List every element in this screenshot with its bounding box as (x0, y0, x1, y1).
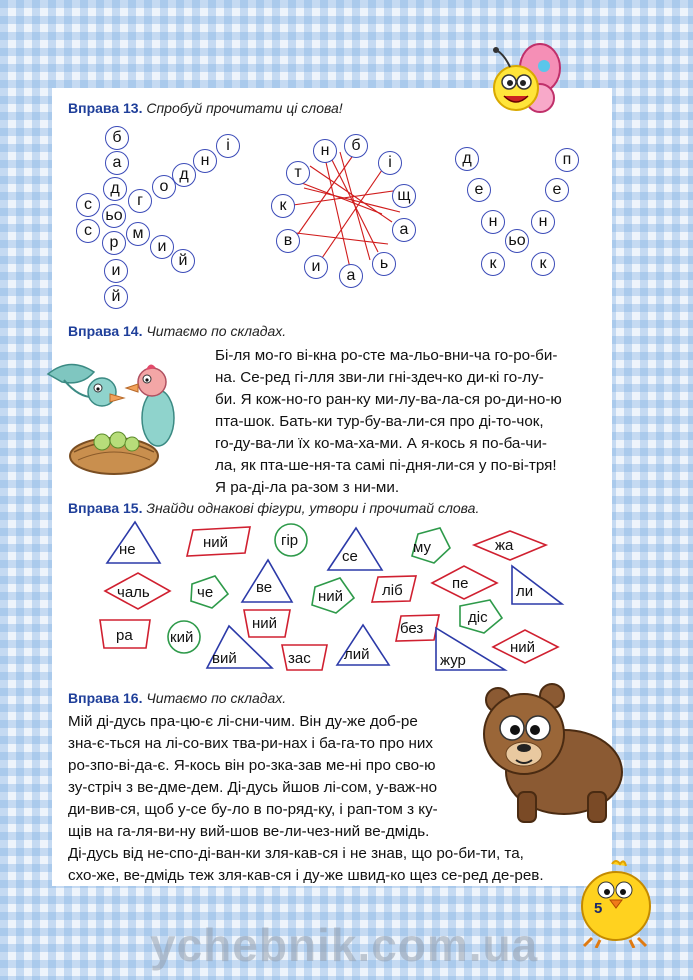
exercise-task: Спробуй прочитати ці слова! (146, 100, 343, 116)
shape-label: дic (468, 609, 488, 626)
letter-circle: и (304, 255, 328, 279)
shape-label: ве (256, 579, 273, 596)
letter-circle: а (339, 264, 363, 288)
letter-circle: м (126, 222, 150, 246)
shape-label: жур (440, 652, 466, 669)
letter-circle: й (171, 249, 195, 273)
exercise-number: Вправа 16. (68, 690, 143, 706)
shape-triangle (242, 560, 292, 602)
letter-circle: ьо (102, 204, 126, 228)
shape-parallelogram (372, 576, 416, 602)
shape-rhombus (474, 531, 546, 560)
shape-label: му (413, 539, 431, 556)
letter-circle: і (378, 151, 402, 175)
shape-rhombus (432, 566, 497, 599)
text-line: го-ду-ва-ли їх ко-ма-ха-ми. А я-кось я по-ба-чи- (215, 435, 547, 452)
letter-circle: и (104, 259, 128, 283)
letter-circle: в (276, 229, 300, 253)
chick-illustration (572, 858, 662, 948)
text-line: ро-зпо-ві-да-є. Я-кось він ро-зка-зав ме-ні про сво-ю (68, 757, 436, 774)
shape-pentagon (312, 578, 354, 613)
shape-label: вий (212, 650, 237, 667)
letter-circle: о (152, 175, 176, 199)
letter-circle: д (455, 147, 479, 171)
shape-parallelogram (396, 615, 439, 641)
text-line: Я ра-ді-ла ра-зом з ни-ми. (215, 479, 400, 496)
exercise-16-text (68, 711, 613, 887)
letter-circle: а (105, 151, 129, 175)
letter-circle: к (481, 252, 505, 276)
shape-label: ліб (382, 582, 403, 599)
shape-trapezoid (100, 620, 150, 648)
letter-circle: н (531, 210, 555, 234)
text-line: ди-вив-ся, щоб у-се бу-ло в по-ряд-ку, і рап-том з ку- (68, 801, 438, 818)
shape-triangle (436, 628, 505, 670)
exercise-task: Знайди однакові фігури, утвори і прочитай слова. (146, 500, 480, 516)
shape-label: кий (170, 629, 194, 646)
exercise-number: Вправа 14. (68, 323, 143, 339)
letter-circle: д (172, 163, 196, 187)
shape-trapezoid (244, 610, 290, 637)
shape-rhombus (493, 630, 558, 663)
shape-label: жа (495, 537, 514, 554)
exercise-number: Вправа 15. (68, 500, 143, 516)
letter-circle: ь (372, 252, 396, 276)
text-line: зна-є-ться на лі-со-вих тва-ри-нах і ба-га-то про них (68, 735, 433, 752)
text-line: ла, як пта-ше-ня-та самі пі-дня-ли-ся у по-ві-тря! (215, 457, 557, 474)
text-line: Бі-ля мо-го ві-кна ро-сте ма-льо-вни-ча го-ро-би- (215, 347, 558, 364)
letter-circle: а (392, 218, 416, 242)
shape-label: ний (318, 588, 344, 605)
shape-label: пе (452, 575, 469, 592)
exercise-task: Читаємо по складах. (146, 323, 287, 339)
shape-parallelogram (187, 527, 250, 556)
shape-label: без (400, 620, 424, 637)
letter-circle: п (555, 148, 579, 172)
shape-trapezoid (282, 645, 327, 670)
text-line: би. Я кож-но-го ран-ку ми-лу-ва-ла-ся ро-ди-но-ю (215, 391, 562, 408)
letter-circle: г (128, 189, 152, 213)
shape-pentagon (460, 600, 502, 633)
shape-triangle (337, 625, 389, 665)
letter-circle: к (271, 194, 295, 218)
exercise-task: Читаємо по складах. (146, 690, 287, 706)
letter-circle: е (545, 178, 569, 202)
letter-circle: т (286, 161, 310, 185)
shape-label: ра (116, 627, 133, 644)
letter-circle: и (150, 235, 174, 259)
text-line: Мій ді-дусь пра-цю-є лі-сни-чим. Він ду-же доб-ре (68, 713, 418, 730)
letter-circle: р (102, 231, 126, 255)
letter-circle: е (467, 178, 491, 202)
shape-label: че (197, 584, 214, 601)
shape-rhombus (105, 573, 170, 609)
letter-circle: і (216, 134, 240, 158)
letter-circle: щ (392, 184, 416, 208)
shape-label: ний (252, 615, 278, 632)
shape-label: не (119, 541, 136, 558)
letter-circle: й (104, 285, 128, 309)
shape-triangle (328, 528, 382, 570)
letter-circle: с (76, 193, 100, 217)
shape-circle (168, 621, 200, 653)
shape-label: чаль (117, 584, 150, 601)
letter-circle: б (105, 126, 129, 150)
text-line: пта-шок. Бать-ки тур-бу-ва-ли-ся про ді-то-чок, (215, 413, 544, 430)
text-line: на. Се-ред гі-лля зви-ли гні-здеч-ко ди-кі го-лу- (215, 369, 544, 386)
shape-label: се (342, 548, 358, 565)
shape-triangle (512, 566, 562, 604)
text-line: Ді-дусь від не-спо-ді-ван-ки зля-кав-ся і не знав, що ро-би-ти, та, (68, 845, 524, 862)
shape-label: ли (516, 583, 534, 600)
letter-circle: д (103, 177, 127, 201)
shape-label: зас (288, 650, 311, 667)
text-line: схо-же, ве-дмідь теж зля-кав-ся і ду-же швид-ко щез се-ред де-рев. (68, 867, 544, 884)
text-line: щів на га-ля-ви-ну вий-шов ве-ли-чез-ний ве-дмідь. (68, 823, 430, 840)
letter-circle: н (313, 139, 337, 163)
shape-label: ний (203, 534, 229, 551)
shape-triangle (107, 522, 160, 563)
shape-circle (275, 524, 307, 556)
letter-circle: с (76, 219, 100, 243)
shape-pentagon (412, 528, 450, 563)
letter-circle: к (531, 252, 555, 276)
exercise-number: Вправа 13. (68, 100, 143, 116)
letter-circle: н (481, 210, 505, 234)
letter-circle: б (344, 134, 368, 158)
shape-label: ний (510, 639, 536, 656)
letter-circle: н (193, 149, 217, 173)
watermark: ychebnik.com.ua (150, 919, 539, 971)
shape-label: гір (281, 532, 299, 549)
exercise-16-heading (68, 690, 286, 706)
text-line: зу-стріч з ве-дме-дем. Ді-дусь йшов лі-сом, у-важ-но (68, 779, 438, 796)
shape-label: лий (344, 646, 370, 663)
letter-circle: ьо (505, 229, 529, 253)
page-number: 5 (594, 900, 603, 917)
shape-pentagon (191, 576, 228, 608)
